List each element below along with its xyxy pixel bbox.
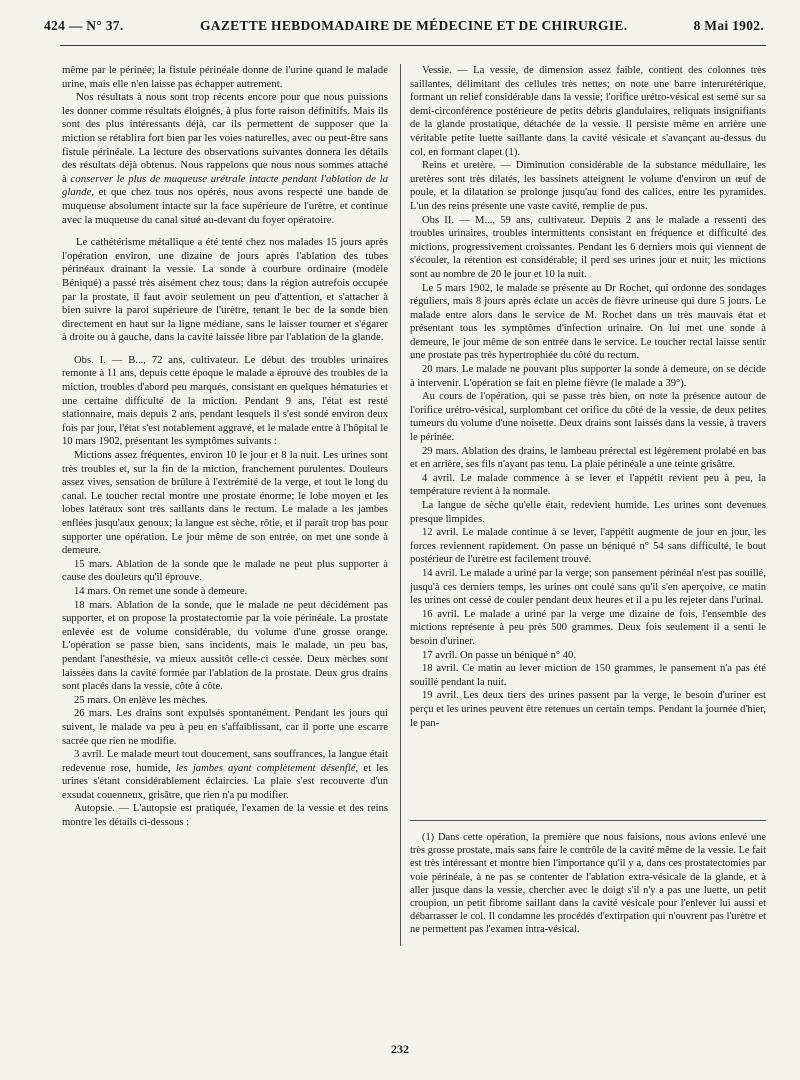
reins-paragraph: Reins et uretère. — Diminution considérable de la substance médullaire, les uretères sont très dilatés, les bassinets atteignent le volume d'environ un œuf de poule, et la dilatation se prolonge jusqu'au fond des calices, entre les pyramides. L'un des reins présente une vaste cavité, remplie de pus. <box>410 160 766 212</box>
page-reference: 424 — N° 37. <box>44 18 124 33</box>
entry-3-avril-text: 3 avril. Le malade meurt tout doucement, sans souffrances, la langue était redevenue rose, humide, <box>62 749 388 774</box>
paragraph-catheterisme: Le cathétérisme métallique a été tenté chez nos malades 15 jours après l'opération environ, une dizaine de jours après l'ablation des tubes périnéaux drainant la vessie. La sonde à courbure ordinaire (modèle Béniqué) a passé très aisément chez tous; dans la région autrefois occupée par la prostate, il faut avoir seulement un peu d'attention, et s'attacher à bien suivre la paroi supérieure de l'urètre, tenant le bec de la sonde bien directement en haut sur la ligne médiane, sans le laisser tourner et s'égarer à droite ou à gauche, dans la cavité laissée libre par l'ablation de la glande. <box>62 236 388 344</box>
entry-5-mars: Le 5 mars 1902, le malade se présente au Dr Rochet, qui ordonne des sondages réguliers, mais 8 jours après éclate un accès de fièvre urineuse qui dure 5 jours. Le malade entre alors dans le service de M. Rochet dans un très mauvais état et présentant tous les symptômes d'infection urinaire. On lui met une sonde à demeure, le jour même de son entrée dans le service. Le toucher rectal laisse sentir une prostate pas très hypertrophiée du côté du rectum. <box>410 282 766 362</box>
entry-18-avril: 18 avril. Ce matin au lever miction de 150 grammes, le pansement n'a pas été souillé pendant la nuit. <box>410 663 766 688</box>
entry-18-mars: 18 mars. Ablation de la sonde, que le malade ne peut décidément pas supporter, et on propose la prostatectomie par la voie périnéale. La prostate enlevée est de volume considérable, du volume d'une grosse orange. L'opération se passe bien, sans incidents, mais le malade, un peu bas, pendant l'anesthésie, va mieux aussitôt celle-ci cessée. Deux mèches sont laissées dans la cavité formée par l'ablation de la prostate. Deux gros drains sont placés dans la vessie, côte à côte. <box>62 599 388 693</box>
entry-25-mars: 25 mars. On enlève les mèches. <box>74 694 208 706</box>
entry-19-avril: 19 avril. Les deux tiers des urines passent par la verge, le besoin d'uriner est perçu et les urines peuvent être retenues un certain temps. Pendant la journée d'hier, le pan- <box>410 690 766 729</box>
entry-14-avril: 14 avril. Le malade a uriné par la verge; son pansement périnéal n'est pas souillé, jusqu'à ces derniers temps, les urines ont coulé sans qu'il s'en aperçoive, ce matin les urines ont cessé de couler pendant deux heures et il a pu les rejeter dans l'urinal. <box>410 567 766 607</box>
issue-date: 8 Mai 1902. <box>693 18 764 33</box>
entry-3-avril-rest: et les urines s'étant considérablement éclaircies. La plaie s'est recouverte d'un exsudat couenneux, grisâtre, que rien n'a pu modifier. <box>62 762 388 801</box>
vessie-paragraph: Vessie. — La vessie, de dimension assez faible, contient des colonnes très saillantes, délimitant des cellules très nettes; on note une barre interurétérique, formant un relief considérable dans la vessie; l'orifice urétro-vésical est semé sur sa demi-circonférence postérieure de petits débris glandulaires, reliquats insignifiants de la glande prostatique, détachée de la vessie. Il persiste même en arrière une véritable petite luette saillante dans la cavité vésicale et s'avançant au-dessus du col, en formant clapet (1). <box>410 65 766 158</box>
observation-1-symptoms: Mictions assez fréquentes, environ 10 le jour et 8 la nuit. Les urines sont très troubles et, sur la fin de la miction, franchement purulentes. Douleurs assez vives, sensation de brûlure à l'extrémité de la verge, et tout le long du canal. Le toucher rectal montre une prostate énorme; le lobe moyen et les lobes latéraux sont très saillants dans le rectum. Le malade a les jambes enflées jusqu'aux genoux; la langue est sèche, rôtie, et il paraît trop bas pour supporter une opération. Le jour même de son entrée, on met une sonde à demeure. <box>62 450 388 557</box>
observation-2: Obs II. — M..., 59 ans, cultivateur. Depuis 2 ans le malade a ressenti des troubles urinaires, troubles intermittents consistant en fréquence et difficulté des mictions, progressivement croissantes. Pendant les 6 derniers mois qui viennent de s'écouler, la rétention est considérable; il perd ses urines jour et nuit; les mictions sont au nombre de 20 le jour et 10 la nuit. <box>410 214 766 280</box>
resultats-text: Nos résultats à nous sont trop récents encore pour que nous puissions les donner comme résultats éloignés, à plus forte raison définitifs. Mais ils sont des plus intéressants déjà, car ils permettent de supposer que la miction se rétablira fort bien par les voies naturelles, avec ou peut-être sans fistule périnéale. La lecture des observations suivantes donnera les détails des résultats déjà obtenus. Nous rappelons que nous nous sommes attaché à <box>62 91 388 185</box>
paragraph-resultats <box>62 91 388 227</box>
entry-15-mars: 15 mars. Ablation de la sonde que le malade ne peut plus supporter à cause des douleurs qu'il éprouve. <box>62 558 388 584</box>
journal-title: GAZETTE HEBDOMADAIRE DE MÉDECINE ET DE CHIRURGIE. <box>200 18 628 33</box>
paragraph-langue: La langue de sèche qu'elle était, redevient humide. Les urines sont devenues presque limpides. <box>410 500 766 525</box>
entry-3-avril <box>62 748 388 802</box>
page-number: 232 <box>391 1042 409 1056</box>
paragraph-fistule: même par le périnée; la fistule périnéale donne de l'urine quand le malade urine, mais elle n'en laisse pas échapper autrement. <box>62 64 388 90</box>
entry-4-avril: 4 avril. Le malade commence à se lever et l'appétit revient peu à peu, la température revient à la normale. <box>410 472 766 498</box>
right-column <box>410 64 766 730</box>
footnote-text: (1) Dans cette opération, la première que nous faisions, nous avions enlevé une très grosse prostate, mais sans faire le contrôle de la cavité même de la vessie. Le fait est très intéressant et montre bien l'importance qu'il y a, dans ces prostatectomies par voie périnéale, à ne pas se contenter de l'ablation extra-vésicale de la glande, et à aller jusque dans la vessie, chercher avec le doigt s'il n'y a pas une luette, un petit croupion, un petit fibrome saillant dans la cavité vésicale pour l'enlever lui aussi et débarrasser le col. Il condamne les procédés d'extirpation qui n'ouvrent pas l'urètre et ne permettent pas l'examen intra-vésical. <box>410 832 766 936</box>
footnote <box>410 820 766 937</box>
observation-1: Obs. I. — B..., 72 ans, cultivateur. Le début des troubles urinaires remonte à 11 ans, depuis cette époque le malade a éprouvé des troubles de la miction, troubles d'abord peu marqués, consistant en quelques hématuries et une certaine difficulté de la miction. Pendant 9 ans, l'état est resté stationnaire, mais depuis 2 ans, pendant lesquels il s'est sondé environ deux fois par jour, l'état s'est notablement aggravé, et le malade entre à l'hôpital le 10 mars 1902, présentant les symptômes suivants : <box>62 354 388 448</box>
entry-29-mars: 29 mars. Ablation des drains, le lambeau prérectal est légèrement prolabé en bas et en arrière, ses fils n'ayant pas tenu. La plaie périnéale a une teinte grisâtre. <box>410 445 766 471</box>
autopsie-paragraph: Autopsie. — L'autopsie est pratiquée, l'examen de la vessie et des reins montre les détails ci-dessous : <box>62 803 388 829</box>
entry-3-avril-emphasis: les jambes ayant complètement désenflé, <box>175 762 359 774</box>
entry-20-mars: 20 mars. Le malade ne pouvant plus supporter la sonde à demeure, on se décide à intervenir. L'opération se fait en pleine fièvre (le malade a 39°). <box>410 364 766 389</box>
entry-16-avril: 16 avril. Le malade a uriné par la verge une dizaine de fois, l'ensemble des mictions représente à peu près 500 grammes. Deux fois seulement il a senti le besoin d'uriner. <box>410 608 766 647</box>
column-divider <box>400 64 401 946</box>
resultats-text-rest: et que chez tous nos opérés, nous avons respecté une bande de muqueuse absolument intacte sur la face supérieure de l'urètre, et continue avec la muqueuse du canal situé au-devant du foyer opératoire. <box>62 186 388 226</box>
left-column <box>62 64 388 830</box>
entry-14-mars: 14 mars. On remet une sonde à demeure. <box>74 585 248 597</box>
resultats-emphasis: conserver le plus de muqueuse urétrale intacte pendant l'ablation de la glande, <box>62 172 389 199</box>
footnote-rule <box>410 820 766 821</box>
paragraph-operation: Au cours de l'opération, qui se passe très bien, on note la présence autour de l'orifice urétro-vésical, surplombant cet orifice du côté de la vessie, de deux petites tumeurs du volume d'une noisette. Deux drains sont laissés dans la vessie, à travers le périnée. <box>410 391 766 444</box>
running-header <box>0 14 800 40</box>
header-rule <box>60 45 766 46</box>
entry-12-avril: 12 avril. Le malade continue à se lever, l'appétit augmente de jour en jour, les forces reviennent rapidement. On passe un béniqué n° 54 sans difficulté, le bout postérieur de l'urètre est facilement trouvé. <box>410 527 766 566</box>
entry-26-mars: 26 mars. Les drains sont expulsés spontanément. Pendant les jours qui suivent, le malade va peu à peu en s'affaiblissant, car il porte une escarre sacrée que rien ne modifie. <box>62 708 388 747</box>
entry-17-avril: 17 avril. On passe un béniqué n° 40. <box>422 649 576 661</box>
